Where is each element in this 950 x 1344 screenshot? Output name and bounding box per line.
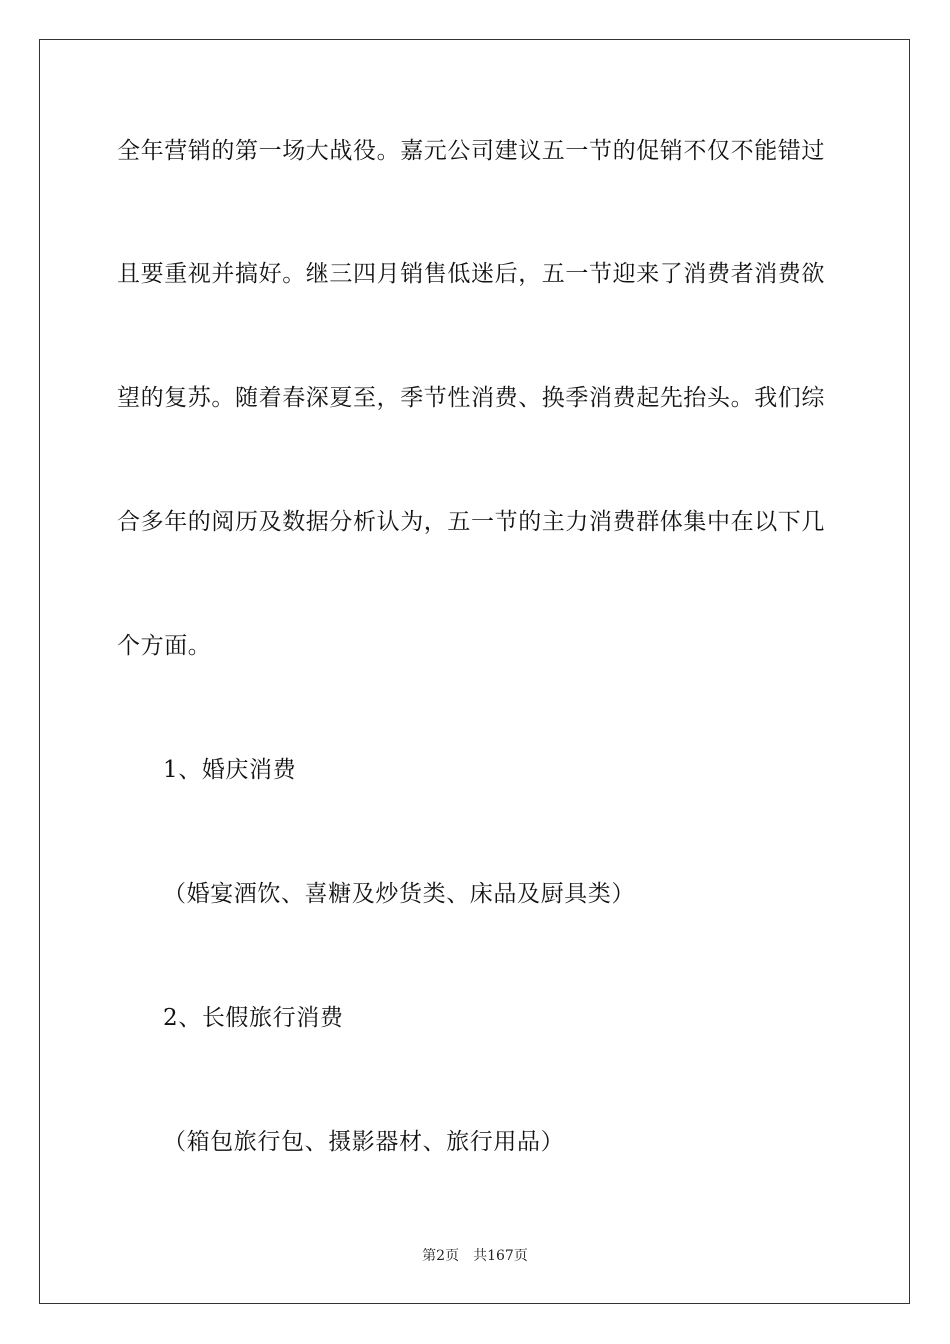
paragraph-line-1: 全年营销的第一场大战役。嘉元公司建议五一节的促销不仅不能错过	[117, 138, 825, 164]
page-number-current: 第2页	[422, 1248, 460, 1264]
item-2-title: 2、长假旅行消费	[163, 1005, 344, 1031]
page-number-total: 共167页	[473, 1248, 528, 1264]
paragraph-line-2: 且要重视并搞好。继三四月销售低迷后，五一节迎来了消费者消费欲	[117, 261, 825, 287]
item-2-detail: （箱包旅行包、摄影器材、旅行用品）	[163, 1129, 565, 1155]
item-1-detail: （婚宴酒饮、喜糖及炒货类、床品及厨具类）	[163, 881, 635, 907]
page-footer	[0, 1247, 950, 1265]
paragraph-line-5: 个方面。	[117, 633, 212, 659]
paragraph-line-3: 望的复苏。随着春深夏至，季节性消费、换季消费起先抬头。我们综	[117, 385, 825, 411]
paragraph-line-4: 合多年的阅历及数据分析认为，五一节的主力消费群体集中在以下几	[117, 509, 825, 535]
item-1-title: 1、婚庆消费	[163, 757, 297, 783]
page-frame	[39, 39, 910, 1304]
